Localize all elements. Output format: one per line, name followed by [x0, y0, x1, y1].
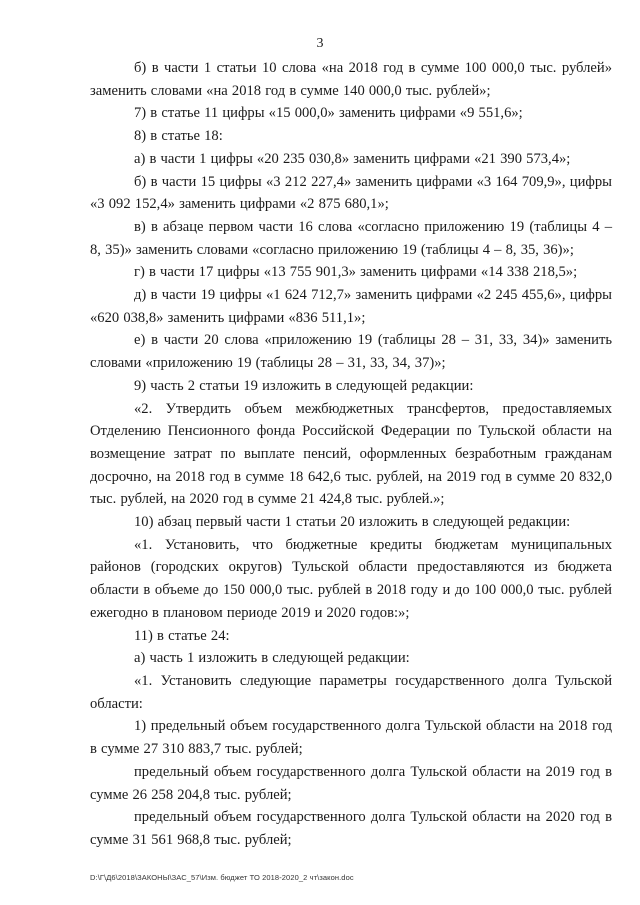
paragraph-item-8g: г) в части 17 цифры «13 755 901,3» заменить цифрами «14 338 218,5»;: [134, 264, 578, 281]
page-number: 3: [316, 36, 324, 51]
paragraph-debt-2018: 1) предельный объем государственного долга Тульской области на 2018 год в сумме 27 310 883,7 тыс. рублей;: [90, 718, 612, 758]
paragraph-item-8d: д) в части 19 цифры «1 624 712,7» заменить цифрами «2 245 455,6», цифры «620 038,8» заменить цифрами «836 511,1»;: [90, 287, 612, 326]
paragraph-item-9-quote: «2. Утвердить объем межбюджетных трансфертов, предоставляемых Отделению Пенсионного фонда Российской Федерации по Тульской области на возмещение затрат по выплате пенсий, оформленных безработным гражданам досрочно, на 2018 год в сумме 18 642,6 тыс. рублей, на 2019 год в сумме 20 832,0 тыс. рублей, на 2020 год в сумме 21 424,8 тыс. рублей.»;: [90, 400, 612, 508]
paragraph-item-9: 9) часть 2 статьи 19 изложить в следующей редакции:: [134, 377, 474, 394]
paragraph-item-8a: а) в части 1 цифры «20 235 030,8» заменить цифрами «21 390 573,4»;: [134, 150, 571, 167]
paragraph-10-1b: б) в части 1 статьи 10 слова «на 2018 год в сумме 100 000,0 тыс. рублей» заменить словами «на 2018 год в сумме 140 000,0 тыс. рублей»;: [90, 60, 612, 99]
paragraph-debt-2020: предельный объем государственного долга Тульской области на 2020 год в сумме 31 561 968,8 тыс. рублей;: [90, 809, 612, 848]
paragraph-item-10: 10) абзац первый части 1 статьи 20 изложить в следующей редакции:: [134, 514, 571, 531]
paragraph-item-8: 8) в статье 18:: [134, 128, 223, 145]
document-body: [90, 57, 612, 852]
file-path-footer: D:\Г\Д6\2018\ЗАКОНЫ\ЗАС_57\Изм. бюджет ТО 2018-2020_2 чт\закон.doc: [90, 873, 354, 882]
paragraph-item-11a-quote: «1. Установить следующие параметры государственного долга Тульской области:: [90, 672, 612, 712]
paragraph-debt-2019: предельный объем государственного долга Тульской области на 2019 год в сумме 26 258 204,8 тыс. рублей;: [90, 763, 612, 803]
paragraph-item-11a: а) часть 1 изложить в следующей редакции:: [134, 650, 410, 667]
paragraph-item-8v: в) в абзаце первом части 16 слова «согласно приложению 19 (таблицы 4 – 8, 35)» заменить словами «согласно приложению 19 (таблицы 4 – 8, 35, 36)»;: [90, 218, 612, 258]
paragraph-item-7: 7) в статье 11 цифры «15 000,0» заменить цифрами «9 551,6»;: [134, 105, 523, 122]
paragraph-item-8b: б) в части 15 цифры «3 212 227,4» заменить цифрами «3 164 709,9», цифры «3 092 152,4» заменить цифрами «2 875 680,1»;: [90, 173, 612, 213]
paragraph-item-10-quote: «1. Установить, что бюджетные кредиты бюджетам муниципальных районов (городских округов) Тульской области предоставляются из бюджета области в объеме до 150 000,0 тыс. рублей в 2018 году и до 100 000,0 тыс. рублей ежегодно в плановом периоде 2019 и 2020 годов:»;: [90, 536, 612, 621]
paragraph-item-8e: е) в части 20 слова «приложению 19 (таблицы 28 – 31, 33, 34)» заменить словами «приложению 19 (таблицы 28 – 31, 33, 34, 37)»;: [90, 332, 612, 372]
paragraph-item-11: 11) в статье 24:: [134, 627, 230, 644]
